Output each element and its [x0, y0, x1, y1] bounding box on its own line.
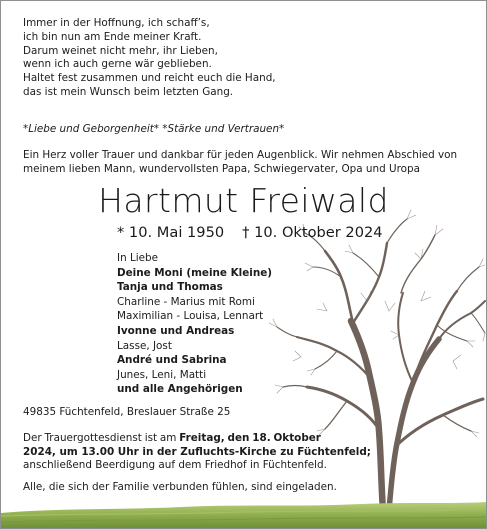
- mourners-list: [117, 251, 272, 397]
- service-time-place: 2024, um 13.00 Uhr in der Zufluchts-Kirche zu Füchtenfeld;: [23, 445, 371, 458]
- intro-line: meinem lieben Mann, wundervollsten Papa, Schwiegervater, Opa und Uropa: [23, 162, 420, 175]
- poem: [23, 17, 276, 100]
- mourner-line: Charline - Marius mit Romi: [117, 295, 255, 308]
- service-word-bold: Freitag,: [179, 432, 225, 444]
- burial-info: anschließend Beerdigung auf dem Friedhof in Füchtenfeld.: [23, 459, 327, 472]
- mourner-line: und alle Angehörigen: [117, 383, 243, 396]
- intro-line: Ein Herz voller Trauer und dankbar für jeden Augenblick. Wir nehmen Abschied von: [23, 149, 458, 161]
- service-word: Der: [23, 432, 42, 444]
- poem-line: das ist mein Wunsch beim letzten Gang.: [23, 85, 234, 98]
- life-dates: [117, 224, 383, 242]
- service-word: ist: [144, 432, 158, 444]
- address: 49835 Füchtenfeld, Breslauer Straße 25: [23, 406, 231, 418]
- poem-line: Immer in der Hoffnung, ich schaff’s,: [23, 17, 210, 29]
- mourner-line: Lasse, Jost: [117, 339, 172, 352]
- mourner-line: Deine Moni (meine Kleine): [117, 266, 273, 279]
- mourner-line: Tanja und Thomas: [117, 281, 223, 294]
- service-line-3: [23, 459, 327, 473]
- service-notice: [23, 432, 371, 473]
- service-word-bold: Oktober: [273, 432, 321, 444]
- mourner-line: Junes, Leni, Matti: [117, 368, 207, 381]
- closing-invitation: Alle, die sich der Familie verbunden fühlen, sind eingeladen.: [23, 481, 337, 493]
- poem-line: Haltet fest zusammen und reicht euch die Hand,: [23, 72, 276, 85]
- mourner-line: Ivonne und Andreas: [117, 324, 235, 337]
- deceased-name: Hartmut Freiwald: [98, 181, 389, 220]
- poem-line: wenn ich auch gerne wär geblieben.: [23, 58, 212, 71]
- poem-line: ich bin nun am Ende meiner Kraft.: [23, 30, 202, 43]
- service-word: Trauergottesdienst: [44, 432, 142, 444]
- birth-date: * 10. Mai 1950: [117, 224, 225, 241]
- intro-text: [23, 149, 457, 177]
- poem-line: Darum weinet nicht mehr, ihr Lieben,: [23, 44, 218, 57]
- service-word-bold: den: [227, 432, 250, 444]
- service-line-1: [23, 432, 321, 446]
- motto: *Liebe und Geborgenheit* *Stärke und Vertrauen*: [23, 123, 285, 135]
- mourner-line: In Liebe: [117, 252, 159, 264]
- mourner-line: André und Sabrina: [117, 354, 227, 367]
- mourner-line: Maximilian - Louisa, Lennart: [117, 310, 264, 323]
- service-word: am: [159, 432, 177, 444]
- service-word-bold: 18.: [252, 432, 271, 444]
- service-line-2: [23, 445, 371, 460]
- death-date: † 10. Oktober 2024: [242, 224, 383, 241]
